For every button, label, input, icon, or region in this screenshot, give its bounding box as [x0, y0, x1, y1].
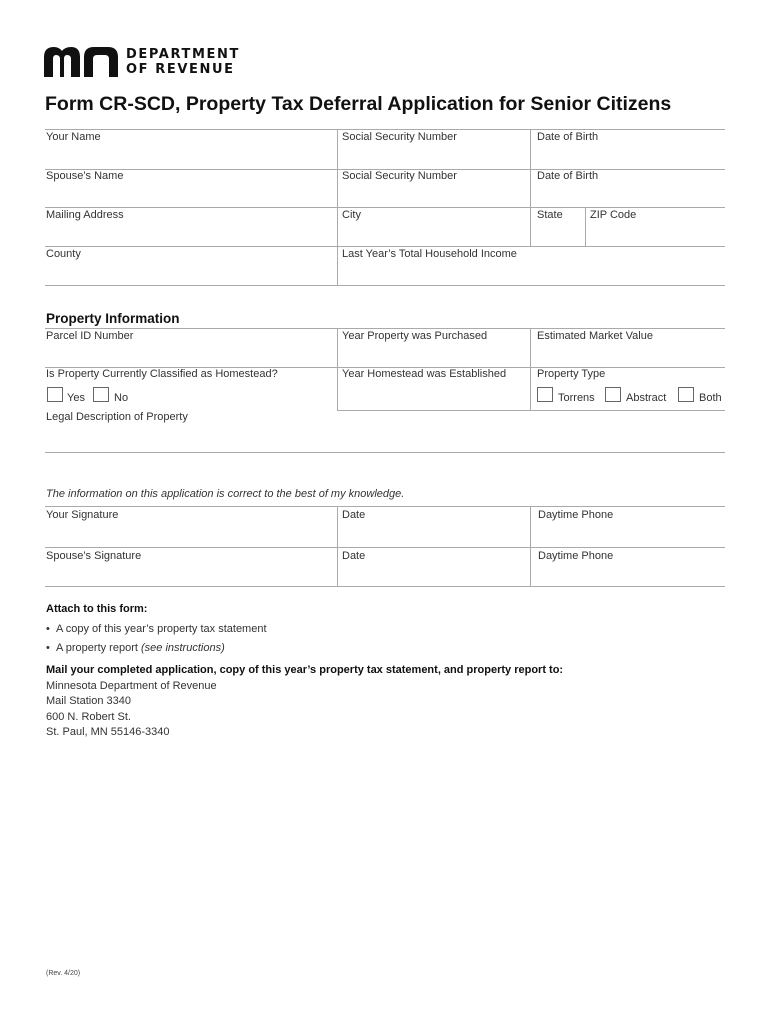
certification-statement: The information on this application is correct to the best of my knowledge.	[46, 488, 405, 500]
parcel-id-field[interactable]: Parcel ID Number	[46, 330, 134, 342]
both-label: Both	[699, 392, 722, 404]
spouse-signature-field[interactable]: Spouse’s Signature	[46, 550, 142, 562]
year-purchased-field[interactable]: Year Property was Purchased	[342, 330, 488, 342]
bullet: •	[46, 623, 50, 635]
attach-heading: Attach to this form:	[46, 603, 148, 615]
torrens-label: Torrens	[558, 392, 595, 404]
mn-revenue-logo	[44, 46, 240, 78]
divider	[45, 547, 725, 548]
yes-label: Yes	[67, 392, 85, 404]
market-value-field[interactable]: Estimated Market Value	[537, 330, 653, 342]
property-type-label: Property Type	[537, 368, 606, 380]
daytime-phone-field[interactable]: Daytime Phone	[538, 509, 614, 521]
mail-line-2: Mail Station 3340	[46, 695, 131, 707]
mn-logo-icon	[44, 47, 118, 77]
homestead-question: Is Property Currently Classified as Homestead?	[46, 368, 278, 380]
divider	[585, 207, 586, 246]
bullet: •	[46, 642, 50, 654]
abstract-checkbox[interactable]	[605, 387, 621, 402]
signature-date-field[interactable]: Date	[342, 509, 366, 521]
divider	[45, 328, 725, 329]
mail-line-3: 600 N. Robert St.	[46, 711, 131, 723]
divider	[45, 285, 725, 286]
divider	[45, 506, 725, 507]
divider	[530, 506, 531, 586]
spouse-ssn-field[interactable]: Social Security Number	[342, 170, 457, 182]
divider	[530, 328, 531, 410]
spouse-date-field[interactable]: Date	[342, 550, 366, 562]
homestead-no-checkbox[interactable]	[93, 387, 109, 402]
your-signature-field[interactable]: Your Signature	[46, 509, 119, 521]
household-income-field[interactable]: Last Year’s Total Household Income	[342, 248, 517, 260]
divider	[337, 410, 725, 411]
divider	[45, 207, 725, 208]
no-label: No	[114, 392, 129, 404]
mail-line-1: Minnesota Department of Revenue	[46, 680, 217, 692]
mailing-address-field[interactable]: Mailing Address	[46, 209, 124, 221]
both-checkbox[interactable]	[678, 387, 694, 402]
divider	[45, 586, 725, 587]
torrens-checkbox[interactable]	[537, 387, 553, 402]
attach-item-2: A property report	[55, 642, 141, 654]
divider	[45, 452, 725, 453]
mail-heading: Mail your completed application, copy of this year’s property tax statement, and property report to:	[46, 664, 564, 676]
zip-field[interactable]: ZIP Code	[590, 209, 637, 221]
form-title: Form CR-SCD, Property Tax Deferral Application for Senior Citizens	[45, 93, 672, 115]
revision-note: (Rev. 4/20)	[46, 970, 81, 977]
legal-description-field[interactable]: Legal Description of Property	[46, 411, 188, 423]
divider	[337, 506, 338, 586]
county-field[interactable]: County	[46, 248, 81, 260]
divider	[45, 246, 725, 247]
spouse-dob-field[interactable]: Date of Birth	[537, 170, 599, 182]
divider	[530, 129, 531, 246]
state-field[interactable]: State	[537, 209, 563, 221]
logo-text-line2: OF REVENUE	[126, 62, 235, 77]
spouse-name-field[interactable]: Spouse’s Name	[46, 170, 124, 182]
list-item	[46, 623, 267, 635]
abstract-label: Abstract	[626, 392, 667, 404]
divider	[337, 328, 338, 410]
list-item	[46, 642, 225, 654]
city-field[interactable]: City	[342, 209, 361, 221]
spouse-phone-field[interactable]: Daytime Phone	[538, 550, 614, 562]
mail-line-4: St. Paul, MN 55146-3340	[46, 726, 170, 738]
attach-item-1: A copy of this year’s property tax statement	[55, 623, 267, 635]
dob-field[interactable]: Date of Birth	[537, 131, 599, 143]
year-homestead-field[interactable]: Year Homestead was Established	[342, 368, 507, 380]
homestead-yes-checkbox[interactable]	[47, 387, 63, 402]
attach-item-2-note: (see instructions)	[140, 642, 225, 654]
ssn-field[interactable]: Social Security Number	[342, 131, 457, 143]
property-info-heading: Property Information	[46, 311, 180, 326]
divider	[45, 129, 725, 130]
your-name-field[interactable]: Your Name	[46, 131, 101, 143]
logo-text-line1: DEPARTMENT	[126, 47, 240, 62]
